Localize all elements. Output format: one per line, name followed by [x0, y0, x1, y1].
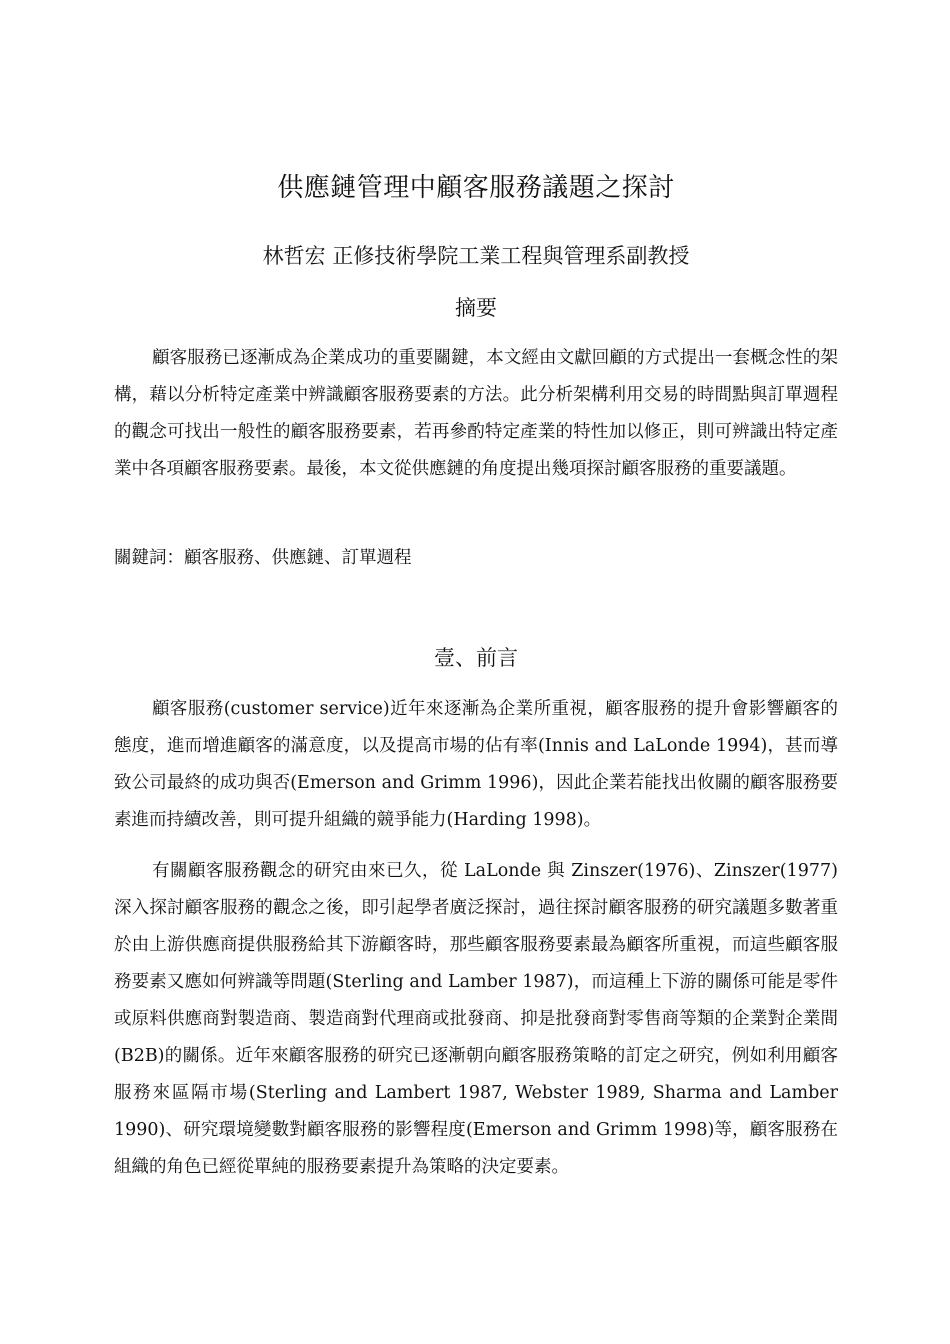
paper-title: 供應鏈管理中顧客服務議題之探討	[277, 173, 675, 203]
intro-paragraph-2: 有關顧客服務觀念的研究由來已久，從 LaLonde 與 Zinszer(1976)、Zinszer(1977)深入探討顧客服務的觀念之後，即引起學者廣泛探討，過往探討顧客服務的研究議題多數著重於由上游供應商提供服務給其下游顧客時，那些顧客服務要素最為顧客所重視，而這些顧客服務要素又應如何辨識等問題(Sterling and Lamber 1987)，而這種上下游的關係可能是零件或原料供應商對製造商、製造商對代理商或批發商、抑是批發商對零售商等類的企業對企業間(B2B)的關係。近年來顧客服務的研究已逐漸朝向顧客服務策略的訂定之研究，例如利用顧客服務來區隔市場(Sterling and Lambert 1987, Webster 1989, Sharma and Lamber 1990)、研究環境變數對顧客服務的影響程度(Emerson and Grimm 1998)等，顧客服務在組織的角色已經從單純的服務要素提升為策略的決定要素。	[114, 861, 838, 1177]
section-heading-introduction: 壹、前言	[434, 646, 518, 670]
keywords-line: 關鍵詞：顧客服務、供應鏈、訂單週程	[114, 548, 412, 568]
abstract-heading: 摘要	[455, 296, 497, 320]
intro-paragraph-1: 顧客服務(customer service)近年來逐漸為企業所重視，顧客服務的提升會影響顧客的態度，進而增進顧客的滿意度，以及提高市場的佔有率(Innis and LaLonde 1994)，甚而導致公司最終的成功與否(Emerson and Grimm 1996)，因此企業若能找出攸關的顧客服務要素進而持續改善，則可提升組織的競爭能力(Harding 1998)。	[114, 699, 838, 830]
abstract-body: 顧客服務已逐漸成為企業成功的重要關鍵，本文經由文獻回顧的方式提出一套概念性的架構，藉以分析特定產業中辨識顧客服務要素的方法。此分析架構利用交易的時間點與訂單週程的觀念可找出一般性的顧客服務要素，若再參酌特定產業的特性加以修正，則可辨識出特定產業中各項顧客服務要素。最後，本文從供應鏈的角度提出幾項探討顧客服務的重要議題。	[114, 348, 838, 479]
author-line: 林哲宏 正修技術學院工業工程與管理系副教授	[262, 244, 690, 268]
